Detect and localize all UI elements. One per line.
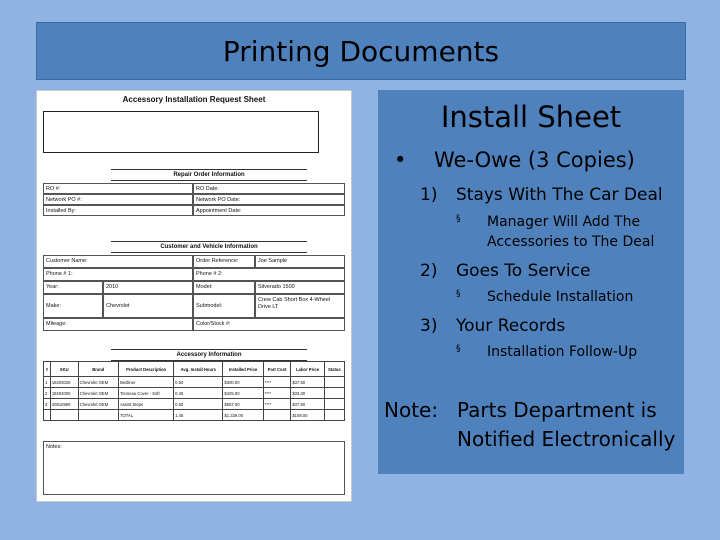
table-cell: 2 — [44, 388, 51, 399]
section-sign-icon: § — [456, 344, 461, 354]
slide-title: Printing Documents — [222, 34, 500, 68]
we-owe-bullet — [394, 148, 635, 172]
table-cell: 3 — [44, 399, 51, 410]
table-total-row — [44, 410, 345, 421]
install-sheet-document-image — [36, 90, 352, 502]
table-cell: 0.45 — [174, 388, 223, 399]
column-header: Part Cost — [263, 362, 291, 377]
panel-title: Install Sheet — [440, 100, 622, 134]
table-cell: Bedliner — [119, 377, 174, 388]
sub-item — [456, 344, 676, 364]
installed-by-field: Installed By: — [43, 205, 193, 216]
note-block — [384, 396, 676, 451]
table-cell: **** — [263, 377, 291, 388]
list-item-number: 2) — [420, 261, 438, 281]
column-header: Status — [324, 362, 344, 377]
document-heading: Accessory Installation Request Sheet — [122, 95, 266, 104]
table-row — [44, 377, 345, 388]
list-item-1 — [420, 185, 663, 205]
table-cell: 1 — [44, 377, 51, 388]
sub-item-line: Accessories to The Deal — [487, 234, 655, 250]
slide-title-bar — [36, 22, 686, 80]
accessory-section-header: Accessory Information — [111, 349, 307, 361]
table-cell — [324, 399, 344, 410]
note-label: Note: — [384, 398, 439, 422]
list-item-3 — [420, 316, 565, 336]
submodel-value: Crew Cab Short Box 4-Wheel Drive LT — [255, 294, 345, 318]
bullet-text: We-Owe (3 Copies) — [434, 148, 635, 172]
order-reference-label: Order Reference: — [193, 255, 255, 268]
table-cell: Chevrolet OEM — [78, 388, 119, 399]
sub-item — [456, 214, 676, 254]
total-hours: 1.45 — [174, 410, 223, 421]
sub-item-line: Installation Follow-Up — [487, 344, 638, 360]
phone1-field: Phone # 1: — [43, 268, 193, 281]
submodel-label: Submodel: — [193, 294, 255, 318]
accessory-table — [43, 361, 345, 421]
color-stock-field: Color/Stock #: — [193, 318, 345, 331]
year-value: 2010 — [103, 281, 193, 294]
notes-box — [43, 441, 345, 495]
table-cell: 19203026 — [50, 377, 78, 388]
column-header: SKU — [50, 362, 78, 377]
section-sign-icon: § — [456, 289, 461, 299]
list-item-text: Your Records — [456, 316, 566, 336]
note-line: Notified Electronically — [457, 427, 676, 451]
install-sheet-panel — [378, 90, 684, 474]
network-po-field: Network PO #: — [43, 194, 193, 205]
table-cell: $37.50 — [291, 377, 324, 388]
total-price: $1,329.00 — [223, 410, 263, 421]
mileage-field: Mileage: — [43, 318, 193, 331]
table-cell: **** — [263, 388, 291, 399]
table-cell: Chevrolet OEM — [78, 377, 119, 388]
table-cell: 0.50 — [174, 399, 223, 410]
sub-item-line: Schedule Installation — [487, 289, 634, 305]
accessory-table-header-row — [44, 362, 345, 377]
notes-label: Notes: — [46, 444, 62, 450]
column-header: Avg. Install Hours — [174, 362, 223, 377]
total-label: TOTAL — [119, 410, 174, 421]
ro-field: RO #: — [43, 183, 193, 194]
table-cell: $33.30 — [291, 388, 324, 399]
model-value: Silverado 1500 — [255, 281, 345, 294]
year-label: Year: — [43, 281, 103, 294]
ro-date-field: RO Date: — [193, 183, 345, 194]
model-label: Model: — [193, 281, 255, 294]
make-label: Make: — [43, 294, 103, 318]
column-header: Labor Price — [291, 362, 324, 377]
sub-item — [456, 289, 676, 309]
section-sign-icon: § — [456, 214, 461, 224]
table-cell: 19204000 — [50, 388, 78, 399]
list-item-text: Goes To Service — [456, 261, 591, 281]
list-item-number: 3) — [420, 316, 438, 336]
network-po-date-field: Network PO Date: — [193, 194, 345, 205]
table-cell: $37.50 — [291, 399, 324, 410]
column-header: Brand — [78, 362, 119, 377]
table-cell: Assist Steps — [119, 399, 174, 410]
repair-section-header: Repair Order Information — [111, 169, 307, 181]
table-cell — [324, 388, 344, 399]
sub-item-line: Manager Will Add The — [487, 214, 641, 230]
column-header: Installed Price — [223, 362, 263, 377]
table-cell: Chevrolet OEM — [78, 399, 119, 410]
appointment-date-field: Appointment Date: — [193, 205, 345, 216]
customer-name-field: Customer Name: — [43, 255, 193, 268]
make-value: Chevrolet — [103, 294, 193, 318]
total-labor: $108.00 — [291, 410, 324, 421]
phone2-field: Phone # 2: — [193, 268, 345, 281]
table-cell: $657.00 — [223, 399, 263, 410]
column-header: Product Description — [119, 362, 174, 377]
document-top-box — [43, 111, 319, 153]
list-item-2 — [420, 261, 590, 281]
table-cell: 20810969 — [50, 399, 78, 410]
column-header: # — [44, 362, 51, 377]
bullet-symbol: • — [394, 148, 407, 172]
table-row — [44, 399, 345, 410]
table-cell: $300.00 — [223, 377, 263, 388]
table-cell: $425.00 — [223, 388, 263, 399]
table-cell: **** — [263, 399, 291, 410]
customer-section-header: Customer and Vehicle Information — [111, 241, 307, 253]
note-line: Parts Department is — [457, 398, 657, 422]
table-row — [44, 388, 345, 399]
table-cell: 0.50 — [174, 377, 223, 388]
list-item-number: 1) — [420, 185, 438, 205]
table-cell: Tonneau Cover - Soft — [119, 388, 174, 399]
order-reference-value: Joe Sample — [255, 255, 345, 268]
table-cell — [324, 377, 344, 388]
list-item-text: Stays With The Car Deal — [456, 185, 663, 205]
